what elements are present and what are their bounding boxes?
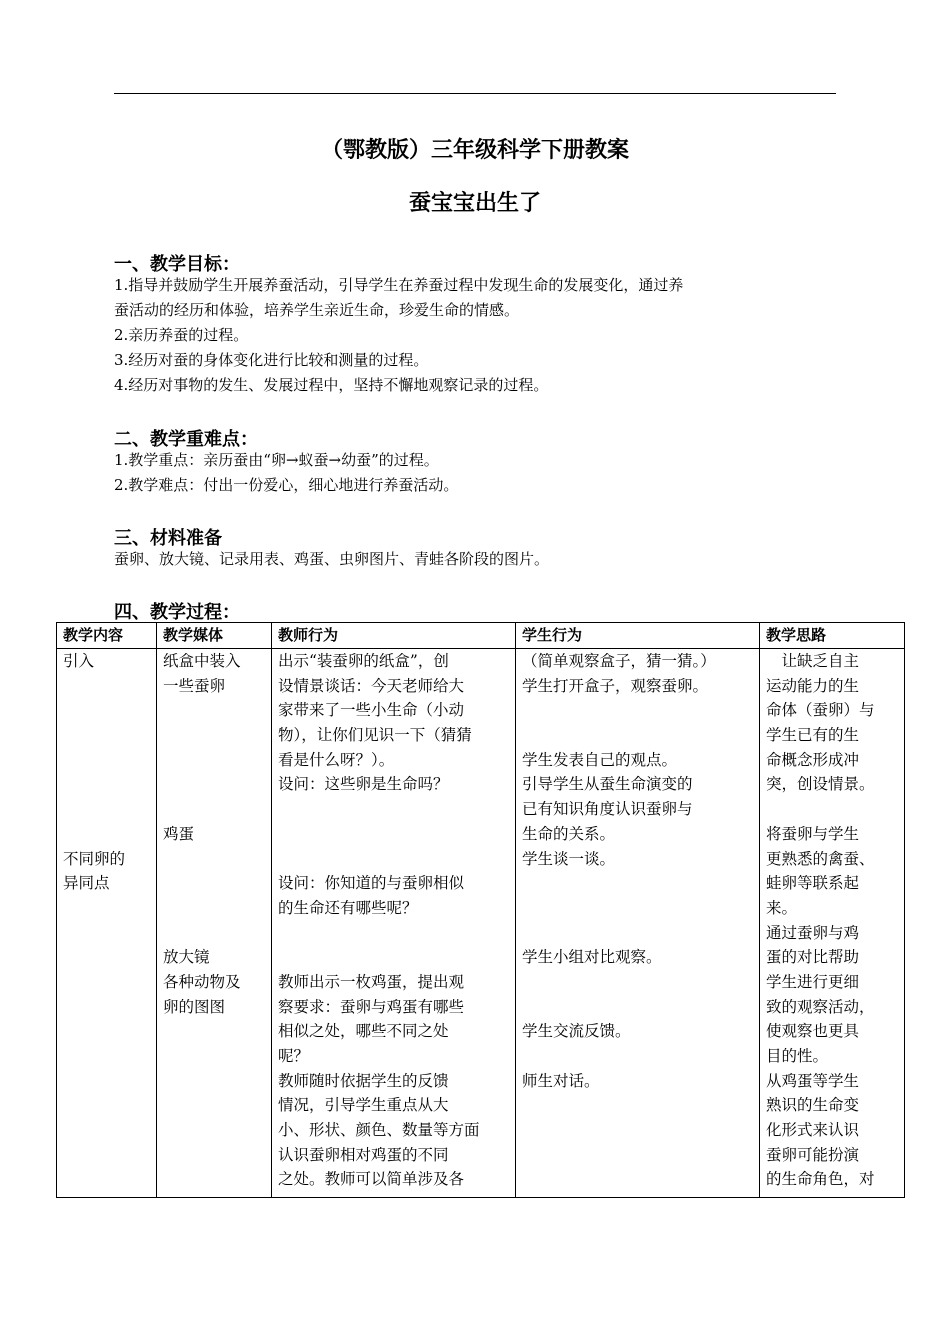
cell-line <box>522 871 753 896</box>
cell-line: 认识蚕卵相对鸡蛋的不同 <box>278 1145 449 1164</box>
cell-line: 引入 <box>63 652 95 670</box>
goal-item: 1.指导并鼓励学生开展养蚕活动，引导学生在养蚕过程中发现生命的发展变化，通过养 <box>114 276 684 294</box>
header-teacher: 教师行为 <box>272 623 516 649</box>
cell-line <box>163 847 265 872</box>
cell-line: 设问：你知道的与蚕卵相似 <box>278 874 465 893</box>
cell-line: 蛋的对比帮助 <box>766 948 860 967</box>
cell-line: 致的观察活动， <box>766 997 875 1016</box>
header-content: 教学内容 <box>57 623 157 649</box>
header-student: 学生行为 <box>516 623 760 649</box>
cell-line: 熟识的生命变 <box>766 1096 860 1115</box>
header-rationale: 教学思路 <box>760 623 905 649</box>
cell-line: 学生谈一谈。 <box>522 849 616 868</box>
cell-media <box>163 649 265 1197</box>
cell-line: 察要求：蚕卵与鸡蛋有哪些 <box>278 997 465 1016</box>
cell-line <box>278 945 509 970</box>
materials-text: 蚕卵、放大镜、记录用表、鸡蛋、虫卵图片、青蛙各阶段的图片。 <box>114 550 550 568</box>
cell-line: 目的性。 <box>766 1047 829 1065</box>
cell-line <box>522 698 753 723</box>
cell-line <box>766 797 898 822</box>
cell-line <box>522 995 753 1020</box>
cell-line <box>163 748 265 773</box>
cell-line: 纸盒中装入 <box>163 652 241 670</box>
table-header-row <box>57 623 905 649</box>
cell-line <box>63 772 150 797</box>
cell-line: 通过蚕卵与鸡 <box>766 923 860 942</box>
cell-line <box>63 698 150 723</box>
cell-line: 放大镜 <box>163 948 210 967</box>
cell-line <box>278 847 509 872</box>
cell-line <box>522 723 753 748</box>
cell-line: 鸡蛋 <box>163 824 195 843</box>
lesson-title: 蚕宝宝出生了 <box>408 191 541 216</box>
cell-line <box>522 1044 753 1069</box>
cell-line: 学生发表自己的观点。 <box>522 750 678 769</box>
cell-line: 命概念形成冲 <box>766 750 860 769</box>
goal-item: 蚕活动的经历和体验，培养学生亲近生命，珍爱生命的情感。 <box>114 301 520 319</box>
cell-line: 呢？ <box>278 1047 310 1065</box>
cell-line: 生命的关系。 <box>522 824 616 843</box>
cell-line <box>522 970 753 995</box>
cell-line: 情况，引导学生重点从大 <box>278 1096 449 1115</box>
cell-line: 出示“装蚕卵的纸盒”，创 <box>278 652 449 670</box>
cell-line: （简单观察盒子，猜一猜。） <box>522 652 716 670</box>
cell-line <box>63 822 150 847</box>
cell-line <box>522 921 753 946</box>
cell-line: 学生小组对比观察。 <box>522 948 662 967</box>
cell-line: 命体（蚕卵）与 <box>766 701 875 720</box>
cell-line: 的生命还有哪些呢？ <box>278 898 418 917</box>
cell-student <box>522 649 753 1197</box>
cell-line: 相似之处，哪些不同之处 <box>278 1022 449 1041</box>
cell-line <box>63 723 150 748</box>
materials-heading: 三、材料准备 <box>114 528 222 549</box>
cell-line: 蚕卵可能扮演 <box>766 1145 860 1164</box>
keypoints-heading: 二、教学重难点： <box>114 429 258 450</box>
cell-line: 让缺乏自主 <box>766 652 860 670</box>
cell-line: 来。 <box>766 898 798 917</box>
cell-line <box>163 723 265 748</box>
goal-item: 3.经历对蚕的身体变化进行比较和测量的过程。 <box>114 351 429 369</box>
cell-line <box>163 871 265 896</box>
cell-line: 各种动物及 <box>163 972 241 991</box>
cell-line <box>163 772 265 797</box>
cell-line: 物），让你们见识一下（猜猜 <box>278 726 472 745</box>
cell-line: 学生打开盒子，观察蚕卵。 <box>522 676 709 695</box>
cell-line: 学生进行更细 <box>766 972 860 991</box>
cell-line: 引导学生从蚕生命演变的 <box>522 775 693 794</box>
table-row <box>57 649 905 1198</box>
cell-line: 不同卵的 <box>63 849 126 868</box>
cell-line: 一些蚕卵 <box>163 676 226 695</box>
cell-line: 设问：这些卵是生命吗？ <box>278 775 449 794</box>
cell-line: 设情景谈话：今天老师给大 <box>278 676 465 695</box>
cell-line: 学生已有的生 <box>766 726 860 745</box>
cell-content <box>63 649 150 1197</box>
cell-line <box>522 896 753 921</box>
cell-line: 使观察也更具 <box>766 1022 860 1041</box>
cell-line <box>63 674 150 699</box>
header-media: 教学媒体 <box>157 623 272 649</box>
goal-item: 4.经历对事物的发生、发展过程中，坚持不懈地观察记录的过程。 <box>114 376 549 394</box>
goal-item: 2.亲历养蚕的过程。 <box>114 326 249 344</box>
keypoint-item: 2.教学难点：付出一份爱心，细心地进行养蚕活动。 <box>114 476 459 494</box>
cell-line <box>163 921 265 946</box>
cell-teacher <box>278 649 509 1197</box>
cell-line: 蛙卵等联系起 <box>766 874 860 893</box>
cell-line: 已有知识角度认识蚕卵与 <box>522 800 693 819</box>
cell-line: 师生对话。 <box>522 1071 600 1090</box>
cell-line <box>278 797 509 822</box>
cell-line <box>163 896 265 921</box>
cell-line <box>63 797 150 822</box>
cell-line: 卵的图图 <box>163 997 226 1016</box>
document-title: （鄂教版）三年级科学下册教案 <box>320 138 629 163</box>
cell-line: 更熟悉的禽蚕、 <box>766 849 875 868</box>
goals-list <box>114 273 839 398</box>
cell-line <box>63 748 150 773</box>
cell-line: 将蚕卵与学生 <box>766 824 860 843</box>
cell-line: 从鸡蛋等学生 <box>766 1071 860 1090</box>
keypoint-item: 1.教学重点：亲历蚕由“卵→蚁蚕→幼蚕”的过程。 <box>114 451 439 469</box>
cell-line: 家带来了一些小生命（小动 <box>278 701 465 720</box>
cell-line <box>163 797 265 822</box>
cell-line: 之处。教师可以简单涉及各 <box>278 1170 465 1189</box>
cell-line: 学生交流反馈。 <box>522 1022 631 1041</box>
keypoints-list <box>114 448 839 498</box>
cell-line: 运动能力的生 <box>766 676 860 695</box>
cell-line: 教师出示一枚鸡蛋，提出观 <box>278 972 465 991</box>
goals-heading: 一、教学目标： <box>114 254 240 275</box>
cell-rationale <box>766 649 898 1197</box>
cell-line <box>278 822 509 847</box>
cell-line: 看是什么呀？）。 <box>278 750 395 769</box>
cell-line <box>278 921 509 946</box>
header-rule <box>114 93 836 94</box>
cell-line: 的生命角色，对 <box>766 1170 875 1189</box>
process-heading: 四、教学过程： <box>114 602 240 623</box>
cell-line: 教师随时依据学生的反馈 <box>278 1071 449 1090</box>
process-table <box>56 622 905 1198</box>
cell-line: 异同点 <box>63 874 110 893</box>
cell-line: 小、形状、颜色、数量等方面 <box>278 1121 480 1140</box>
cell-line: 化形式来认识 <box>766 1121 860 1140</box>
cell-line <box>163 698 265 723</box>
cell-line: 突，创设情景。 <box>766 775 875 794</box>
